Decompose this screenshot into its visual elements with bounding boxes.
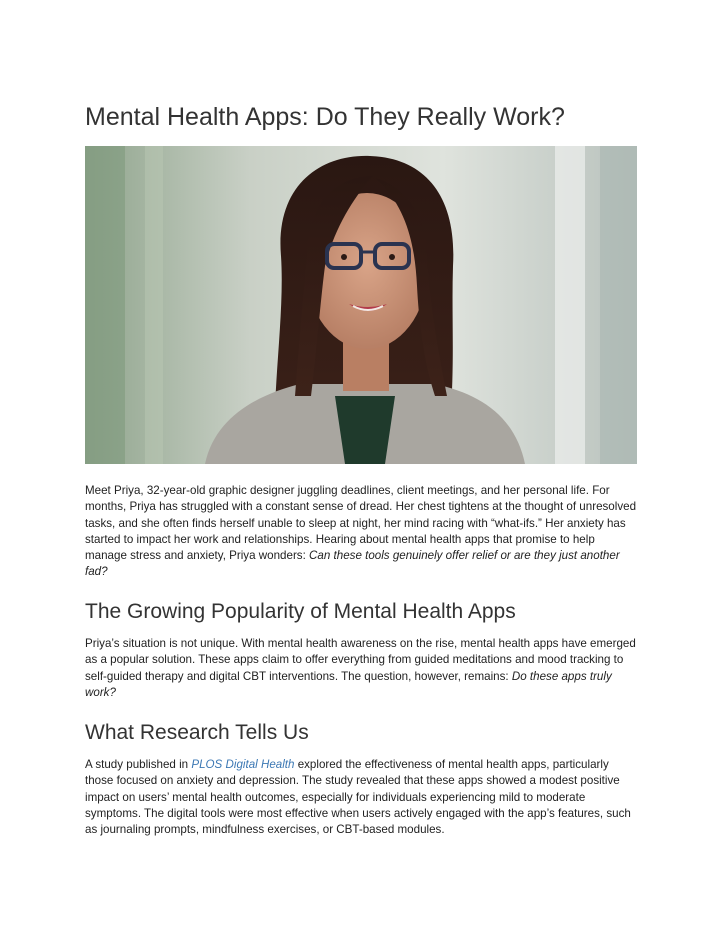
intro-paragraph — [85, 483, 637, 581]
popularity-paragraph — [85, 636, 637, 701]
section-heading-research: What Research Tells Us — [85, 721, 309, 744]
research-paragraph — [85, 757, 637, 838]
plos-digital-health-link[interactable]: PLOS Digital Health — [191, 758, 295, 771]
hero-image — [85, 146, 637, 464]
portrait-photo — [85, 146, 637, 464]
page-title: Mental Health Apps: Do They Really Work? — [85, 103, 565, 131]
popularity-text: Priya’s situation is not unique. With mental health awareness on the rise, mental health apps have emerged as a popular solution. These apps claim to offer everything from guided meditations and mood tracking to self-guided therapy and digital CBT interventions. The question, however, remains: — [85, 637, 636, 683]
popularity-question: Do these apps truly work? — [85, 669, 612, 699]
research-text-before: A study published in — [85, 758, 192, 771]
intro-text: Meet Priya, 32-year-old graphic designer juggling deadlines, client meetings, and her personal life. For months, Priya has struggled with a constant sense of dread. Her chest tightens at the thought of unresolved tasks, and she often finds herself unable to sleep at night, her mind racing with “what-ifs.” Her anxiety has started to impact her work and relationships. Hearing about mental health apps that promise to help manage stress and anxiety, Priya wonders: — [85, 484, 637, 563]
research-text-after: explored the effectiveness of mental health apps, particularly those focused on anxiety and depression. The study revealed that these apps showed a modest positive impact on users’ mental health outcomes, especially for individuals experiencing mild to moderate symptoms. The digital tools were most effective when users actively engaged with the app’s features, such as journaling prompts, mindfulness exercises, or CBT-based modules. — [85, 758, 631, 837]
intro-question: Can these tools genuinely offer relief or are they just another fad? — [85, 549, 620, 579]
section-heading-popularity: The Growing Popularity of Mental Health Apps — [85, 600, 516, 623]
